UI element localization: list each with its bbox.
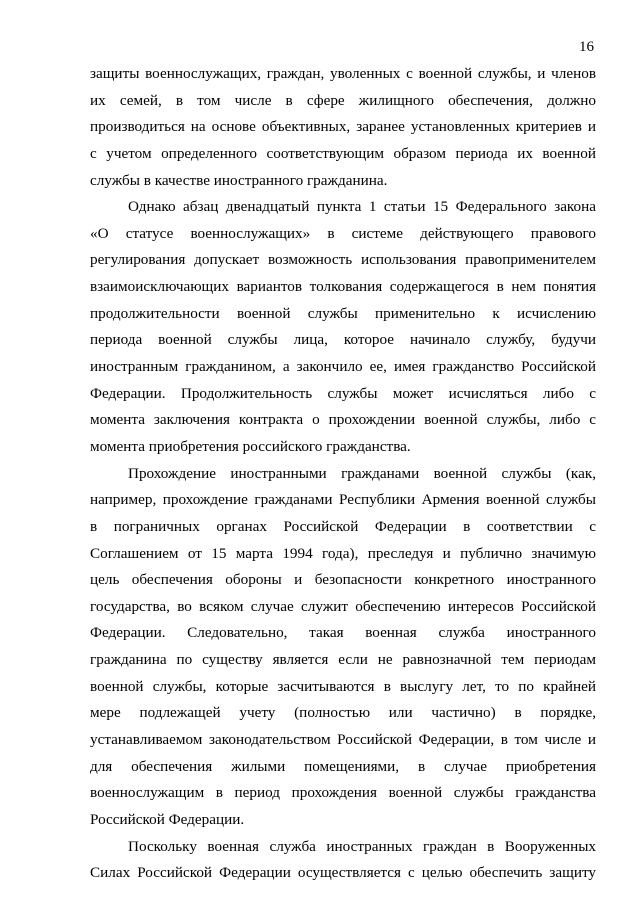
text-line: защиты военнослужащих, граждан, уволенных с военной службы, и членов <box>90 65 596 82</box>
body-text <box>90 61 596 887</box>
text-line: устанавливаемом законодательством Российской Федерации, в том числе и <box>90 731 596 749</box>
text-line: гражданина по существу является если не равнозначной тем периодам <box>90 651 596 669</box>
text-line: Соглашением от 15 марта 1994 года), преследуя и публично значимую <box>90 544 596 562</box>
text-line: момента приобретения российского гражданства. <box>90 437 411 455</box>
text-line: службы в качестве иностранного гражданина. <box>90 171 388 189</box>
text-line: производиться на основе объективных, заранее установленных критериев и <box>90 118 596 136</box>
text-line: взаимоисключающих вариантов толкования содержащегося в нем понятия <box>90 278 596 296</box>
text-line: государства, во всяком случае служит обеспечению интересов Российской <box>90 597 596 615</box>
text-line: военной службы, которые засчитываются в выслугу лет, то по крайней <box>90 677 596 695</box>
text-line: мере подлежащей учету (полностью или частично) в порядке, <box>90 704 596 722</box>
text-line: иностранным гражданином, а закончило ее, имея гражданство Российской <box>90 358 596 376</box>
text-line: Силах Российской Федерации осуществляется с целью обеспечить защиту <box>90 864 596 882</box>
text-line: их семей, в том числе в сфере жилищного обеспечения, должно <box>90 91 596 109</box>
text-line: цель обеспечения обороны и безопасности конкретного иностранного <box>90 571 596 589</box>
text-line: Поскольку военная служба иностранных граждан в Вооруженных <box>128 837 596 855</box>
text-line: регулирования допускает возможность использования правоприменителем <box>90 251 596 269</box>
text-line: с учетом определенного соответствующим образом периода их военной <box>90 144 596 162</box>
text-line: Федерации. Следовательно, такая военная служба иностранного <box>90 624 596 642</box>
text-line: Российской Федерации. <box>90 810 245 828</box>
text-line: Федерации. Продолжительность службы может исчисляться либо с <box>90 384 596 402</box>
text-line: Прохождение иностранными гражданами военной службы (как, <box>128 464 596 482</box>
text-line: момента заключения контракта о прохождении военной службы, либо с <box>90 411 596 429</box>
text-line: Однако абзац двенадцатый пункта 1 статьи 15 Федерального закона <box>128 198 596 216</box>
text-line: периода военной службы лица, которое начинало службу, будучи <box>90 331 596 349</box>
text-line: «О статусе военнослужащих» в системе действующего правового <box>90 224 596 242</box>
page-number: 16 <box>579 39 594 55</box>
text-line: военнослужащим в период прохождения военной службы гражданства <box>90 784 596 802</box>
text-line: для обеспечения жилыми помещениями, в случае приобретения <box>90 757 596 775</box>
text-line: в пограничных органах Российской Федерации в соответствии с <box>90 517 596 535</box>
text-line: продолжительности военной службы применительно к исчислению <box>90 304 596 322</box>
text-line: например, прохождение гражданами Республики Армения военной службы <box>90 491 596 509</box>
